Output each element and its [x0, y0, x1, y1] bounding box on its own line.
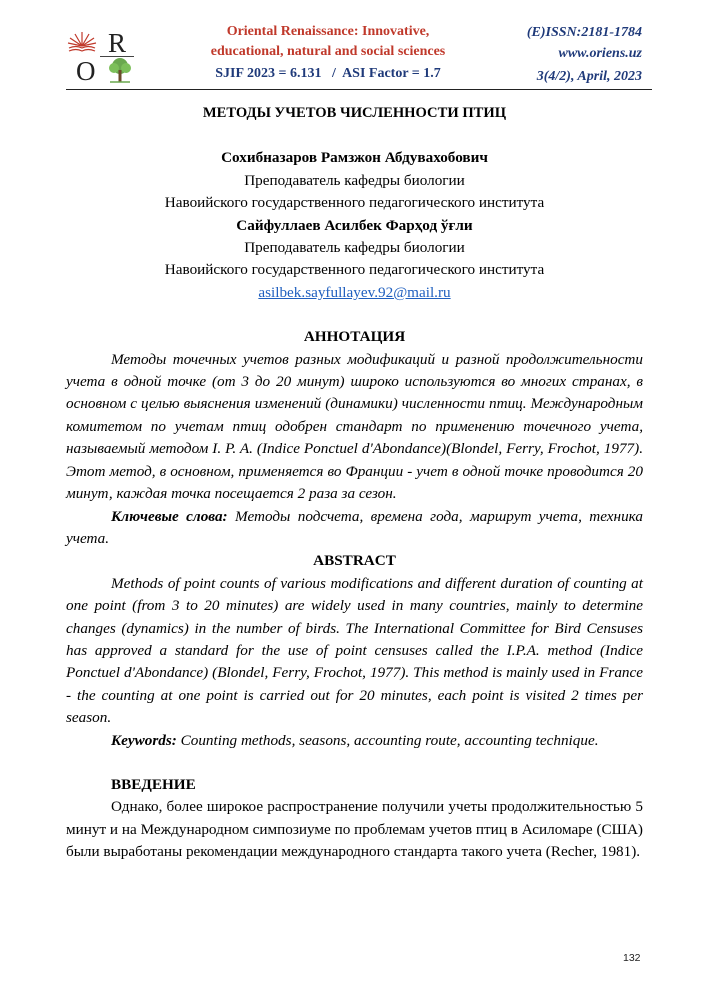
abstract-heading: ABSTRACT — [313, 552, 396, 570]
keywords-ru-text: Методы подсчета, времена года, маршрут учета, техника учета. — [66, 507, 643, 547]
issue: 3(4/2), April, 2023 — [536, 69, 642, 84]
journal-header — [66, 22, 642, 88]
tree-logo-icon — [106, 56, 134, 84]
annotation-heading: АННОТАЦИЯ — [303, 328, 406, 346]
author-block-1 — [66, 147, 643, 214]
book-sun-logo-icon — [66, 26, 98, 54]
keywords-ru — [66, 506, 643, 551]
author-name: Сохибназаров Рамзжон Абдувахобович — [221, 149, 488, 167]
logo-letter-r: R — [108, 28, 127, 58]
author-institution: Навоийского государственного педагогического института — [164, 261, 545, 279]
author-email-link[interactable]: asilbek.sayfullayev.92@mail.ru — [258, 283, 451, 301]
keywords-en-text: Counting methods, seasons, accounting route, accounting technique. — [176, 731, 599, 749]
logo-letter-o: O — [76, 56, 96, 86]
issn: (E)ISSN:2181-1784 — [526, 25, 642, 40]
article-body — [66, 100, 643, 864]
intro-heading: ВВЕДЕНИЕ — [111, 775, 196, 793]
journal-title-block — [178, 22, 478, 84]
journal-name-line1: Oriental Renaissance: Innovative, — [226, 24, 430, 39]
author-name: Сайфуллаев Асилбек Фарҳод ўғли — [236, 216, 473, 234]
journal-logo — [66, 26, 136, 84]
header-divider — [66, 89, 652, 90]
keywords-en-label: Keywords: — [111, 731, 177, 749]
website: www.oriens.uz — [558, 46, 642, 61]
keywords-en — [66, 730, 643, 752]
author-position: Преподаватель кафедры биологии — [244, 171, 465, 189]
abstract-text: Methods of point counts of various modifications and different duration of counting at one point (from 3 to 20 minutes) are widely used in many countries, mainly to determine changes (dynamics) in the number of birds. The International Committee for Bird Censuses has approved a standard for the use of point censuses called the I.P.A. method (Indice Ponctuel d'Abondance) (Blondel, Ferry, Frochot, 1977). This method is mainly used in France - the counting at one point is carried out for 20 minutes, each point is visited 2 times per season. — [66, 574, 643, 727]
page-number: 132 — [623, 952, 641, 964]
annotation-text: Методы точечных учетов разных модификаций и разной продолжительности учета в одной точке (от 3 до 20 минут) широко используются во многих странах, в основном с целью выяснения изменений (динамики) численности птиц. Международным комитетом по учетам птиц одобрен стандарт по применению точечного учета, называемый методом I. P. A. (Indice Ponctuel d'Abondance)(Blondel, Ferry, Frochot, 1977). Этот метод, в основном, применяется во Франции - учет в одной точке проводится 20 минут, каждая точка посещается 2 раза за сезон. — [66, 350, 643, 503]
author-block-2 — [66, 215, 643, 305]
intro-text: Однако, более широкое распространение получили учеты продолжительностью 5 минут и на Международном симпозиуме по проблемам учетов птиц в Асиломаре (США) были выработаны рекомендации международного стандарта такого учета (Recher, 1981). — [66, 798, 643, 861]
keywords-ru-label: Ключевые слова: — [111, 507, 228, 525]
article-title: МЕТОДЫ УЧЕТОВ ЧИСЛЕННОСТИ ПТИЦ — [202, 105, 507, 121]
author-institution: Навоийского государственного педагогического института — [164, 194, 545, 212]
journal-meta — [462, 22, 642, 87]
journal-name-line2: educational, natural and social sciences — [210, 44, 446, 59]
author-position: Преподаватель кафедры биологии — [244, 239, 465, 257]
impact-factors: SJIF 2023 = 6.131 / ASI Factor = 1.7 — [215, 66, 441, 81]
